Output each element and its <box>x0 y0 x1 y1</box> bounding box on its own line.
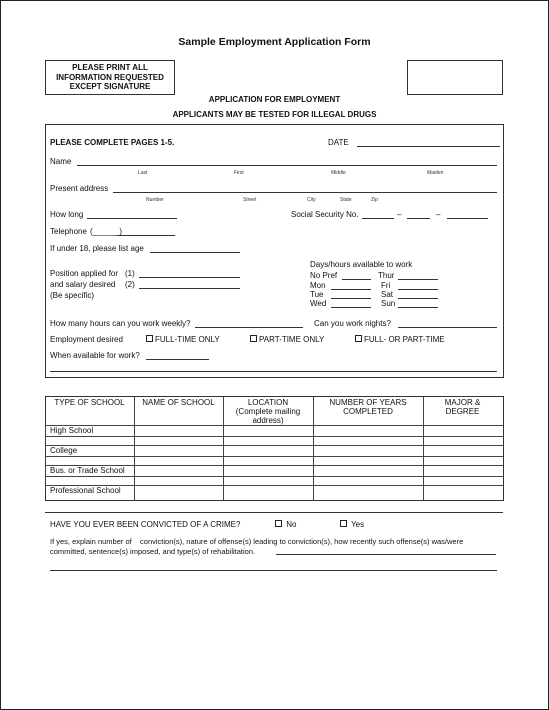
blank-line[interactable] <box>50 371 497 372</box>
table-row-divider <box>45 445 503 446</box>
position-num-2: (2) <box>125 280 135 289</box>
col-major-degree: MAJOR & DEGREE <box>444 398 481 416</box>
crime-yes-label: Yes <box>351 520 365 529</box>
table-row-divider <box>45 456 503 457</box>
option-full-time-label: FULL-TIME ONLY <box>155 335 220 344</box>
ssn-field-3[interactable] <box>447 218 488 219</box>
name-sub-last: Last <box>138 170 148 176</box>
option-full-or-part[interactable] <box>355 335 445 344</box>
work-nights-field[interactable] <box>398 327 497 328</box>
day-sun: Sun <box>381 299 396 308</box>
crime-no-option[interactable] <box>275 520 296 529</box>
col-years-completed: NUMBER OF YEARS COMPLETED <box>329 398 407 416</box>
day-sun-field[interactable] <box>398 307 438 308</box>
name-sub-middle: Middle <box>331 170 346 176</box>
address-sub-state: State <box>340 197 352 203</box>
print-notice-box <box>45 60 175 95</box>
work-nights-label: Can you work nights? <box>314 319 391 328</box>
table-row-divider <box>45 425 503 426</box>
day-wed: Wed <box>310 299 327 308</box>
under-18-label: If under 18, please list age <box>50 244 144 253</box>
ssn-field-2[interactable] <box>407 218 430 219</box>
ssn-label: Social Security No. <box>291 210 359 219</box>
crime-explain-field[interactable] <box>276 554 496 555</box>
day-sat-field[interactable] <box>398 298 438 299</box>
hours-weekly-label: How many hours can you work weekly? <box>50 319 191 328</box>
date-field[interactable] <box>357 146 500 147</box>
telephone-area-code[interactable]: (______) <box>90 227 123 236</box>
day-tue-field[interactable] <box>331 298 371 299</box>
hours-weekly-field[interactable] <box>195 327 303 328</box>
when-available-field[interactable] <box>146 359 209 360</box>
name-label: Name <box>50 157 72 166</box>
row-high-school: High School <box>50 426 94 435</box>
day-no-pref-field[interactable] <box>342 279 371 280</box>
name-field[interactable] <box>77 165 497 166</box>
option-part-time[interactable] <box>250 335 324 344</box>
crime-explain-line-1: If yes, explain number of conviction(s), nature of offense(s) leading to conviction(s), how recently such offense(s) was/were <box>50 537 464 546</box>
form-title: Sample Employment Application Form <box>178 36 371 48</box>
position-label-1: Position applied for <box>50 269 119 278</box>
row-trade-school: Bus. or Trade School <box>50 466 125 475</box>
notice-line-2: INFORMATION REQUESTED <box>56 72 164 82</box>
checkbox-icon[interactable] <box>250 335 257 342</box>
position-label-3: (Be specific) <box>50 291 95 300</box>
position-label-2: and salary desired <box>50 280 116 289</box>
checkbox-icon[interactable] <box>275 520 282 527</box>
address-label: Present address <box>50 184 109 193</box>
ssn-dash-1: – <box>397 210 402 219</box>
crime-explain-line-2: committed, sentence(s) imposed, and type(s) of rehabilitation. <box>50 547 256 556</box>
day-fri-field[interactable] <box>398 289 438 290</box>
col-name-of-school: NAME OF SCHOOL <box>142 398 215 407</box>
when-available-label: When available for work? <box>50 351 140 360</box>
address-sub-number: Number <box>146 197 164 203</box>
option-full-time[interactable] <box>146 335 220 344</box>
checkbox-icon[interactable] <box>355 335 362 342</box>
ssn-dash-2: – <box>436 210 441 219</box>
telephone-field[interactable] <box>117 235 175 236</box>
employment-desired-label: Employment desired <box>50 335 123 344</box>
crime-yes-option[interactable] <box>340 520 364 529</box>
address-field[interactable] <box>113 192 497 193</box>
how-long-field[interactable] <box>87 218 177 219</box>
col-location: LOCATION (Complete mailing address) <box>235 398 301 425</box>
date-label: DATE <box>328 138 349 147</box>
col-type-of-school: TYPE OF SCHOOL <box>54 398 125 407</box>
days-available-title: Days/hours available to work <box>310 260 413 269</box>
table-row-divider <box>45 436 503 437</box>
address-sub-city: City <box>307 197 316 203</box>
section-divider <box>45 512 503 513</box>
crime-question: HAVE YOU EVER BEEN CONVICTED OF A CRIME? <box>50 520 241 529</box>
day-thur-field[interactable] <box>398 279 438 280</box>
address-sub-street: Street <box>243 197 257 203</box>
day-mon-field[interactable] <box>331 289 371 290</box>
day-no-pref: No Pref <box>310 271 338 280</box>
header-drug-test: APPLICANTS MAY BE TESTED FOR ILLEGAL DRUGS <box>172 110 377 119</box>
crime-no-label: No <box>286 520 297 529</box>
checkbox-icon[interactable] <box>146 335 153 342</box>
complete-pages-note: PLEASE COMPLETE PAGES 1-5. <box>50 138 175 147</box>
day-tue: Tue <box>310 290 324 299</box>
office-use-box <box>407 60 503 95</box>
day-wed-field[interactable] <box>331 307 371 308</box>
age-field[interactable] <box>150 252 240 253</box>
row-professional-school: Professional School <box>50 486 121 495</box>
how-long-label: How long <box>50 210 84 219</box>
option-full-or-part-label: FULL- OR PART-TIME <box>364 335 445 344</box>
ssn-field-1[interactable] <box>362 218 394 219</box>
checkbox-icon[interactable] <box>340 520 347 527</box>
address-sub-zip: Zip <box>371 197 378 203</box>
position-field-2[interactable] <box>139 288 240 289</box>
name-sub-first: First <box>234 170 244 176</box>
position-num-1: (1) <box>125 269 135 278</box>
name-sub-maiden: Maiden <box>427 170 444 176</box>
option-part-time-label: PART-TIME ONLY <box>259 335 325 344</box>
telephone-label: Telephone <box>50 227 87 236</box>
day-fri: Fri <box>381 281 391 290</box>
day-sat: Sat <box>381 290 394 299</box>
table-row-divider <box>45 476 503 477</box>
notice-line-1: PLEASE PRINT ALL <box>72 63 148 72</box>
position-field-1[interactable] <box>139 277 240 278</box>
day-mon: Mon <box>310 281 326 290</box>
header-application: APPLICATION FOR EMPLOYMENT <box>208 95 341 104</box>
notice-line-3: EXCEPT SIGNATURE <box>69 82 151 91</box>
crime-explain-field-2[interactable] <box>50 570 497 571</box>
day-thur: Thur <box>378 271 395 280</box>
row-college: College <box>50 446 78 455</box>
